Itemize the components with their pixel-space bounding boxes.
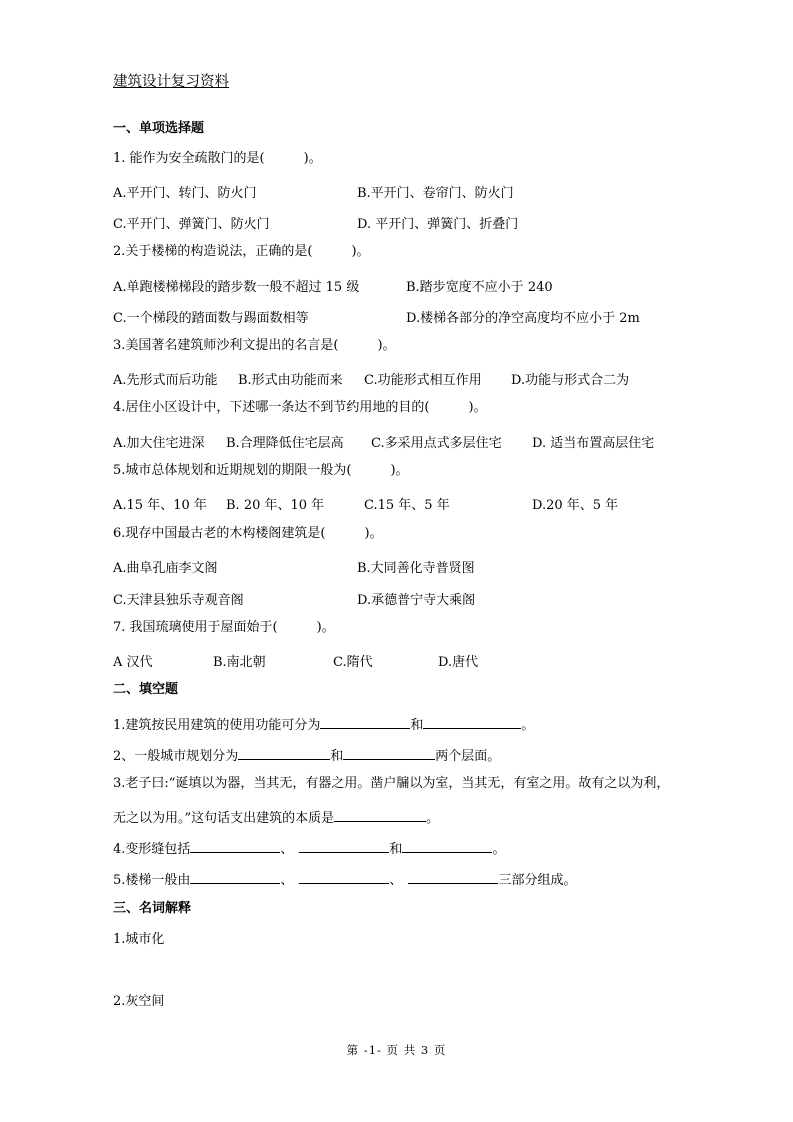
option-d: D.20 年、5 年 [532, 498, 619, 513]
option-b: B.形式由功能而来 [238, 373, 343, 388]
blank-field[interactable] [299, 869, 389, 884]
option-a: A.先形式而后功能 [113, 373, 218, 388]
term-item: 1.城市化 [113, 932, 165, 947]
question-stem: 1. 能作为安全疏散门的是( )。 [113, 151, 322, 166]
question-stem: 7. 我国琉璃使用于屋面始于( )。 [113, 620, 335, 635]
option-d: D.唐代 [438, 655, 479, 670]
section-heading-choice: 一、单项选择题 [113, 121, 205, 136]
option-d: D.承德普宁寺大乘阁 [357, 593, 476, 608]
section-heading-fill-blank: 二、填空题 [113, 682, 179, 697]
option-b: B.大同善化寺普贤图 [357, 561, 475, 576]
option-c: C.多采用点式多层住宅 [371, 436, 502, 451]
page-footer: 第 -1- 页 共 3 页 [346, 1043, 447, 1057]
term-item: 2.灰空间 [113, 994, 165, 1009]
option-d: D.功能与形式合二为 [511, 373, 630, 388]
blank-field[interactable] [402, 838, 492, 853]
blank-field[interactable] [320, 714, 410, 729]
option-a: A 汉代 [113, 655, 153, 670]
blank-field[interactable] [343, 745, 435, 760]
option-b: B.合理降低住宅层高 [226, 436, 344, 451]
blank-field[interactable] [190, 838, 280, 853]
option-b: B.平开门、卷帘门、防火门 [357, 186, 514, 201]
fill-blank-item [113, 838, 505, 858]
question-stem: 6.现存中国最古老的木构楼阁建筑是( )。 [113, 526, 383, 541]
fill-text: 、 [280, 873, 294, 888]
option-c: C.隋代 [333, 655, 373, 670]
option-b: B.踏步宽度不应小于 240 [406, 280, 553, 295]
blank-field[interactable] [408, 869, 498, 884]
fill-text: 和 [410, 718, 424, 733]
blank-field[interactable] [423, 714, 521, 729]
fill-text: 。 [521, 718, 535, 733]
option-b: B.南北朝 [213, 655, 266, 670]
option-d: D. 平开门、弹簧门、折叠门 [357, 217, 519, 232]
fill-text: 5.楼梯一般由 [113, 873, 191, 888]
fill-text: 1.建筑按民用建筑的使用功能可分为 [113, 718, 321, 733]
section-heading-terms: 三、名词解释 [113, 901, 192, 916]
fill-text: 、 [280, 842, 294, 857]
blank-field[interactable] [190, 869, 280, 884]
option-d: D. 适当布置高层住宅 [532, 436, 655, 451]
fill-text: 两个层面。 [435, 749, 501, 764]
fill-text: 。 [492, 842, 506, 857]
option-c: C.一个梯段的踏面数与踢面数相等 [113, 311, 309, 326]
blank-field[interactable] [334, 807, 426, 822]
fill-text: 、 [389, 873, 403, 888]
option-c: C.15 年、5 年 [364, 498, 450, 513]
fill-blank-item [113, 714, 534, 734]
document-title: 建筑设计复习资料 [113, 74, 229, 90]
option-a: A.单跑楼梯梯段的踏步数一般不超过 15 级 [113, 280, 360, 295]
option-a: A.平开门、转门、防火门 [113, 186, 257, 201]
option-a: A.曲阜孔庙李文阁 [113, 561, 218, 576]
fill-text: 。 [426, 811, 440, 826]
option-c: C.功能形式相互作用 [364, 373, 482, 388]
fill-blank-item-line1: 3.老子曰:“诞填以为器，当其无，有器之用。凿户牖以为室，当其无，有室之用。故有之以为利， [113, 776, 670, 791]
option-c: C.天津县独乐寺观音阁 [113, 593, 244, 608]
blank-field[interactable] [238, 745, 330, 760]
question-stem: 2.关于楼梯的构造说法，正确的是( )。 [113, 244, 370, 259]
option-a: A.15 年、10 年 [113, 498, 207, 513]
question-stem: 3.美国著名建筑师沙利文提出的名言是( )。 [113, 338, 396, 353]
fill-text: 4.变形缝包括 [113, 842, 191, 857]
fill-text: 无之以为用。”这句话支出建筑的本质是 [113, 811, 335, 826]
fill-text: 和 [389, 842, 403, 857]
fill-blank-item [113, 745, 500, 765]
option-d: D.楼梯各部分的净空高度均不应小于 2m [406, 311, 640, 326]
blank-field[interactable] [299, 838, 389, 853]
fill-blank-item [113, 807, 439, 827]
option-b: B. 20 年、10 年 [226, 498, 325, 513]
option-c: C.平开门、弹簧门、防火门 [113, 217, 270, 232]
fill-text: 2、一般城市规划分为 [113, 749, 239, 764]
fill-text: 和 [330, 749, 344, 764]
option-a: A.加大住宅进深 [113, 436, 205, 451]
fill-blank-item [113, 869, 576, 889]
fill-text: 三部分组成。 [498, 873, 577, 888]
question-stem: 4.居住小区设计中，下述哪一条达不到节约用地的目的( )。 [113, 400, 487, 415]
question-stem: 5.城市总体规划和近期规划的期限一般为( )。 [113, 463, 409, 478]
